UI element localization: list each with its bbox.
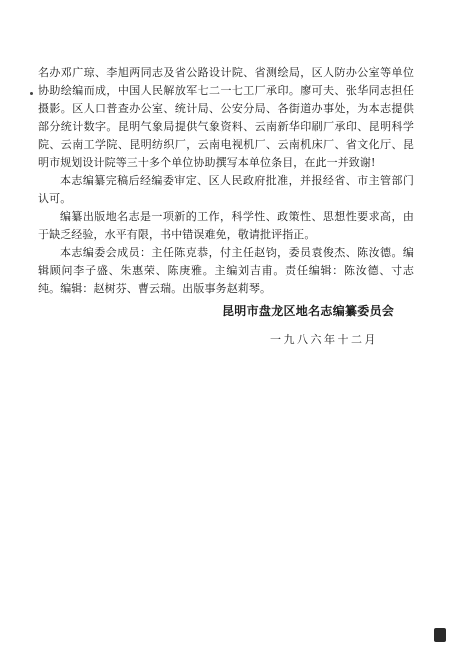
signature-organization: 昆明市盘龙区地名志编纂委员会 bbox=[222, 304, 395, 318]
paragraph-acknowledgements: 名办邓广琼、李旭两同志及省公路设计院、省测绘局，区人防办公室等单位协助绘编而成，中国人民解放军七二一七工厂承印。廖可夫、张华同志担任摄影。区人口普查办公室、统计局、公安分局、各街道办事处，为本志提供部分统计数字。昆明气象局提供气象资料、云南新华印刷厂承印、昆明科学院、云南工学院、昆明纺织厂，云南电视机厂、云南机床厂、省文化厅、昆明市规划设计院等三十多个单位协助撰写本单位条目，在此一并致谢! bbox=[38, 66, 414, 169]
paragraph-approval: 本志编纂完稿后经编委审定、区人民政府批准，并报经省、市主管部门认可。 bbox=[38, 174, 414, 205]
scan-corner-mark bbox=[434, 628, 446, 642]
signature-date: 一九八六年十二月 bbox=[270, 333, 378, 346]
paragraph-committee: 本志编委会成员：主任陈克恭，付主任赵钧，委员袁俊杰、陈汝德。编辑顾问李子盛、朱惠荣、陈庚雅。主编刘吉甫。责任编辑：陈汝德、寸志纯。编辑：赵树芬、曹云瑞。出版事务赵莉琴。 bbox=[38, 246, 414, 295]
scan-speck bbox=[30, 92, 33, 95]
paragraph-disclaimer: 编纂出版地名志是一项新的工作，科学性、政策性、思想性要求高，由于缺乏经验，水平有限，书中错误难免，敬请批评指正。 bbox=[38, 210, 414, 241]
document-body bbox=[38, 64, 414, 298]
